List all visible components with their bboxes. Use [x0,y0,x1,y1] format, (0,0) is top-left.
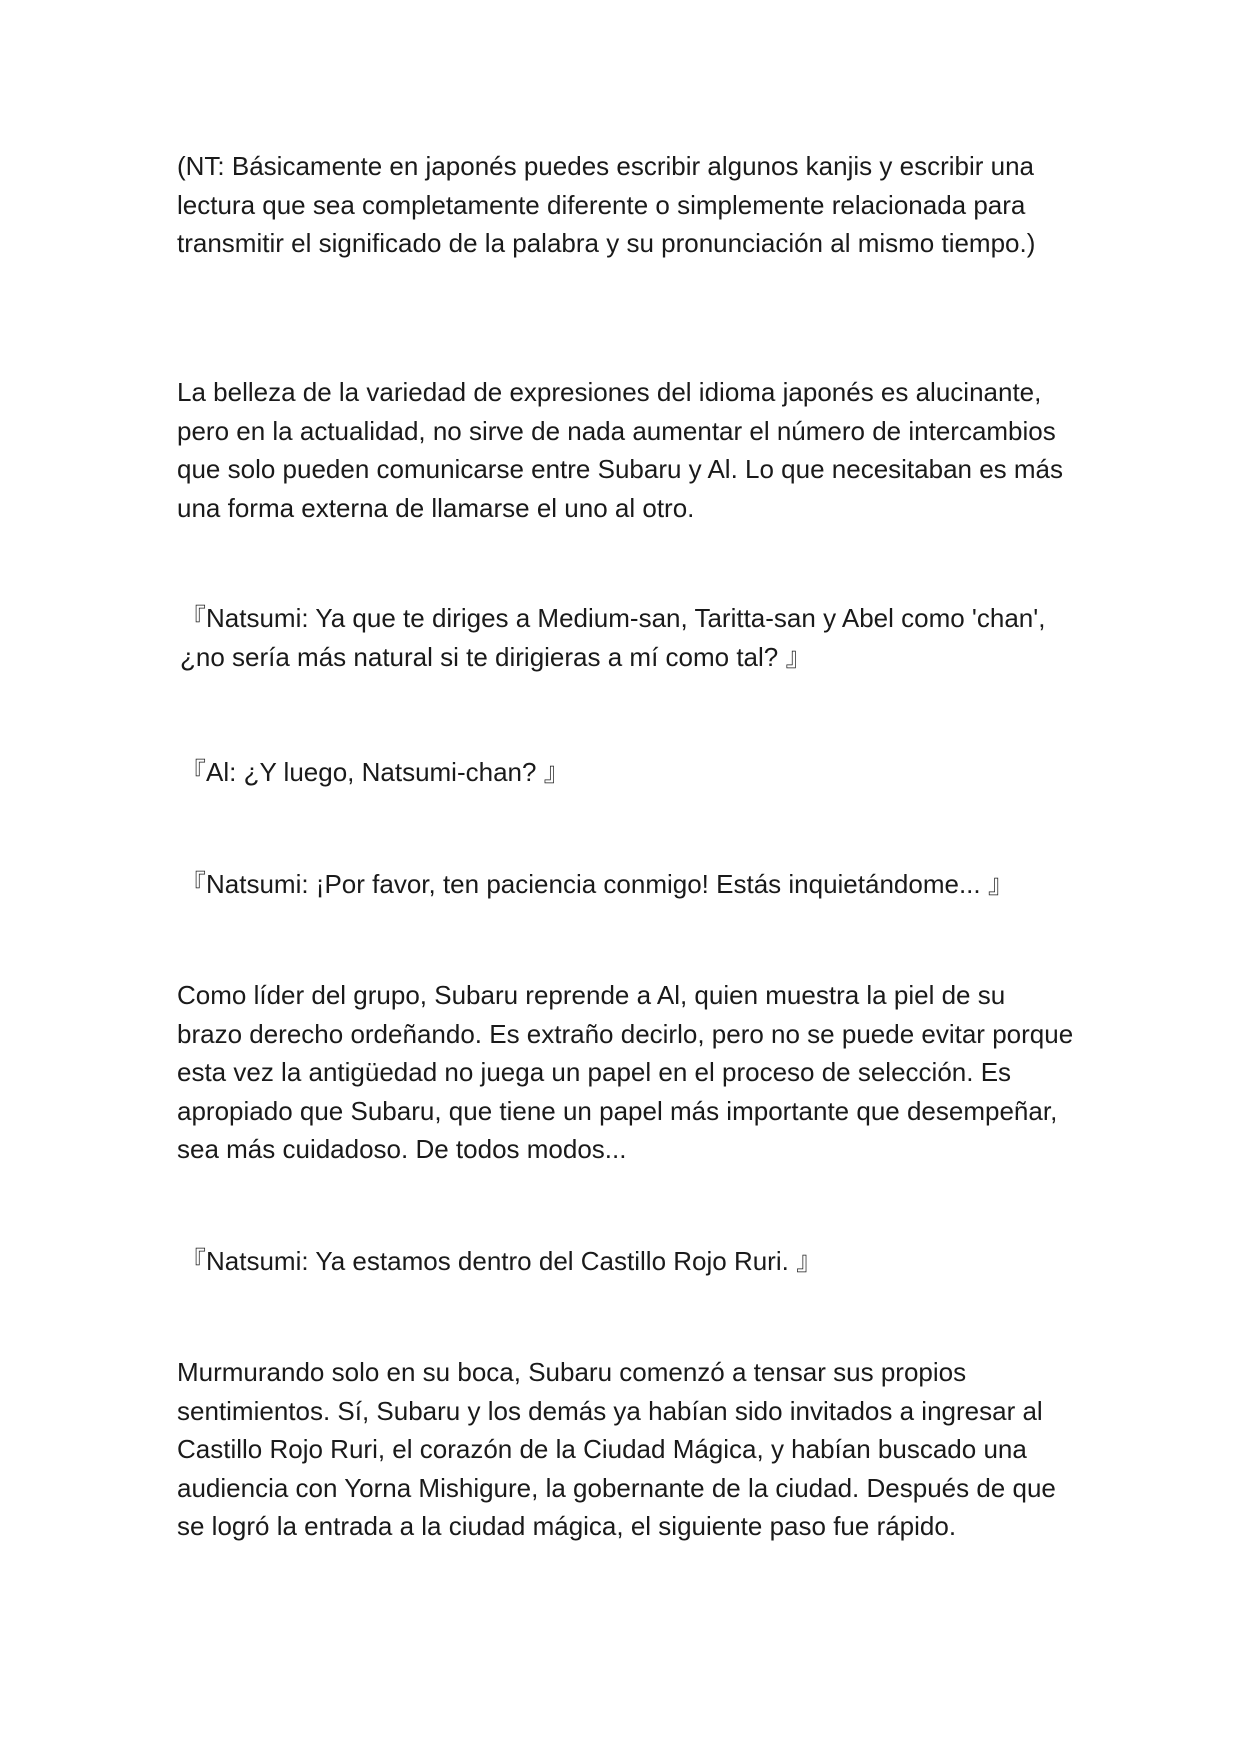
dialogue-line: 『Natsumi: ¡Por favor, ten paciencia conmigo! Estás inquietándome... 』 [180,869,1014,899]
body-paragraph: Murmurando solo en su boca, Subaru comenzó a tensar sus propios sentimientos. Sí, Subaru y los demás ya habían sido invitados a ingresar al Castillo Rojo Ruri, el corazón de la Ciudad Mágica, y habían buscado una audiencia con Yorna Mishigure, la gobernante de la ciudad. Después de que se logró la entrada a la ciudad mágica, el siguiente paso fue rápido. [177,1357,1056,1541]
body-paragraph: La belleza de la variedad de expresiones del idioma japonés es alucinante, pero en la actualidad, no sirve de nada aumentar el número de intercambios que solo pueden comunicarse entre Subaru y Al. Lo que necesitaban es más una forma externa de llamarse el uno al otro. [177,377,1064,523]
dialogue-line: 『Al: ¿Y luego, Natsumi-chan? 』 [180,757,570,787]
dialogue-line: 『Natsumi: Ya que te diriges a Medium-san, Taritta-san y Abel como 'chan', ¿no sería más natural si te dirigieras a mí como tal? 』 [180,603,1046,672]
body-paragraph: Como líder del grupo, Subaru reprende a Al, quien muestra la piel de su brazo derecho ordeñando. Es extraño decirlo, pero no se puede evitar porque esta vez la antigüedad no juega un papel en el proceso de selección. Es apropiado que Subaru, que tiene un papel más importante que desempeñar, sea más cuidadoso. De todos modos... [177,980,1074,1164]
dialogue-line: 『Natsumi: Ya estamos dentro del Castillo Rojo Ruri. 』 [180,1246,823,1276]
translator-note-paragraph: (NT: Básicamente en japonés puedes escribir algunos kanjis y escribir una lectura que sea completamente diferente o simplemente relacionada para transmitir el significado de la palabra y su pronunciación al mismo tiempo.) [177,151,1036,258]
